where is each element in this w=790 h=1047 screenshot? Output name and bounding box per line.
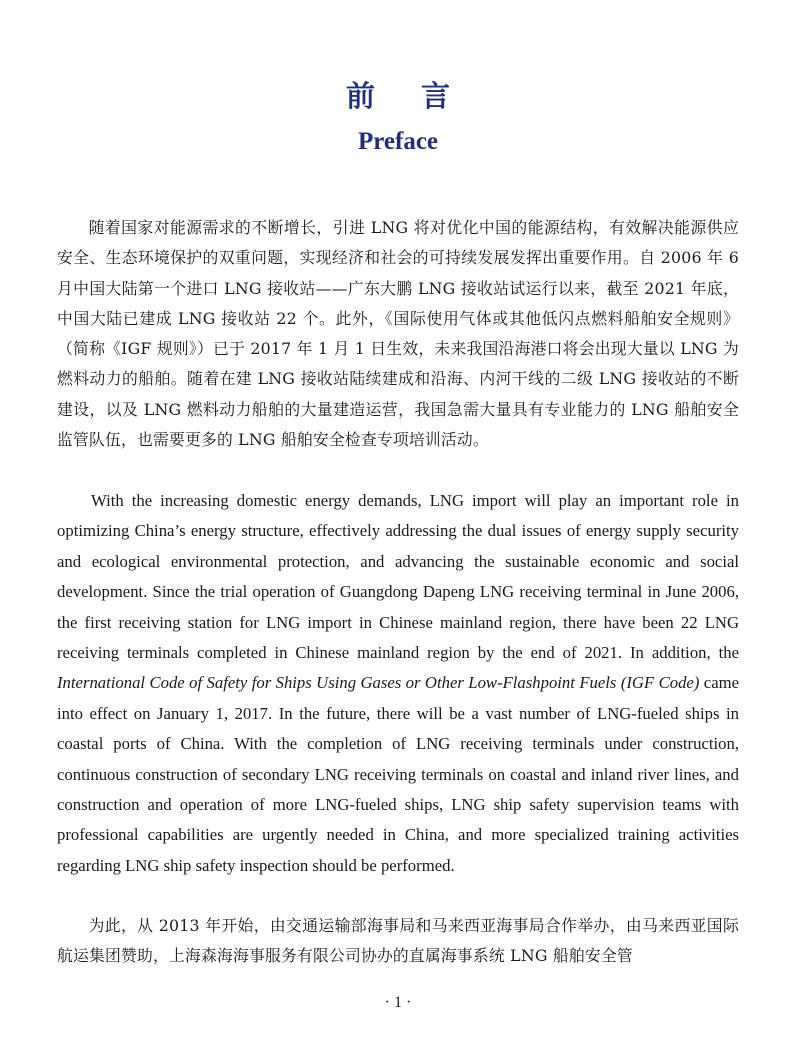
- english-title: Preface: [357, 128, 439, 155]
- english-text-part-1: With the increasing domestic energy demands, LNG import will play an important role in optimizing China’s energy structure, effectively addressing the dual issues of energy supply security and ecological environmental protection, and advancing the sustainable economic and social development. Since the trial operation of Guangdong Dapeng LNG receiving terminal in June 2006, the first receiving station for LNG import in Chinese mainland region, there have been 22 LNG receiving terminals completed in Chinese mainland region by the end of 2021. In addition, the: [57, 491, 739, 663]
- page-number: · 1 ·: [384, 994, 412, 1011]
- chinese-title: 前言: [345, 79, 496, 113]
- chinese-paragraph-2: 为此，从 2013 年开始，由交通运输部海事局和马来西亚海事局合作举办，由马来西亚国际航运集团赞助，上海森海海事服务有限公司协办的直属海事系统 LNG 船舶安全管: [57, 916, 739, 966]
- code-title-italic: International Code of Safety for Ships Using Gases or Other Low-Flashpoint Fuels (IGF Code): [57, 673, 700, 693]
- chinese-paragraph-1: 随着国家对能源需求的不断增长，引进 LNG 将对优化中国的能源结构，有效解决能源供应安全、生态环境保护的双重问题，实现经济和社会的可持续发展发挥出重要作用。自 2006 年 6 月中国大陆第一个进口 LNG 接收站——广东大鹏 LNG 接收站试运行以来，截至 2021 年底，中国大陆已建成 LNG 接收站 22 个。此外，《国际使用气体或其他低闪点燃料船舶安全规则》（简称《IGF 规则》）已于 2017 年 1 月 1 日生效，未来我国沿海港口将会出现大量以 LNG 为燃料动力的船舶。随着在建 LNG 接收站陆续建成和沿海、内河干线的二级 LNG 接收站的不断建设，以及 LNG 燃料动力船舶的大量建造运营，我国急需大量具有专业能力的 LNG 船舶安全监管队伍，也需要更多的 LNG 船舶安全检查专项培训活动。: [57, 218, 739, 450]
- english-text-part-2: came into effect on January 1, 2017. In the future, there will be a vast number of LNG-fueled ships in coastal ports of China. With the completion of LNG receiving terminals under construction, continuous construction of secondary LNG receiving terminals on coastal and inland river lines, and construction and operation of more LNG-fueled ships, LNG ship safety supervision teams with professional capabilities are urgently needed in China, and more specialized training activities regarding LNG ship safety inspection should be performed.: [57, 673, 740, 875]
- document-page: [57, 0, 739, 1047]
- english-paragraph: [57, 486, 739, 881]
